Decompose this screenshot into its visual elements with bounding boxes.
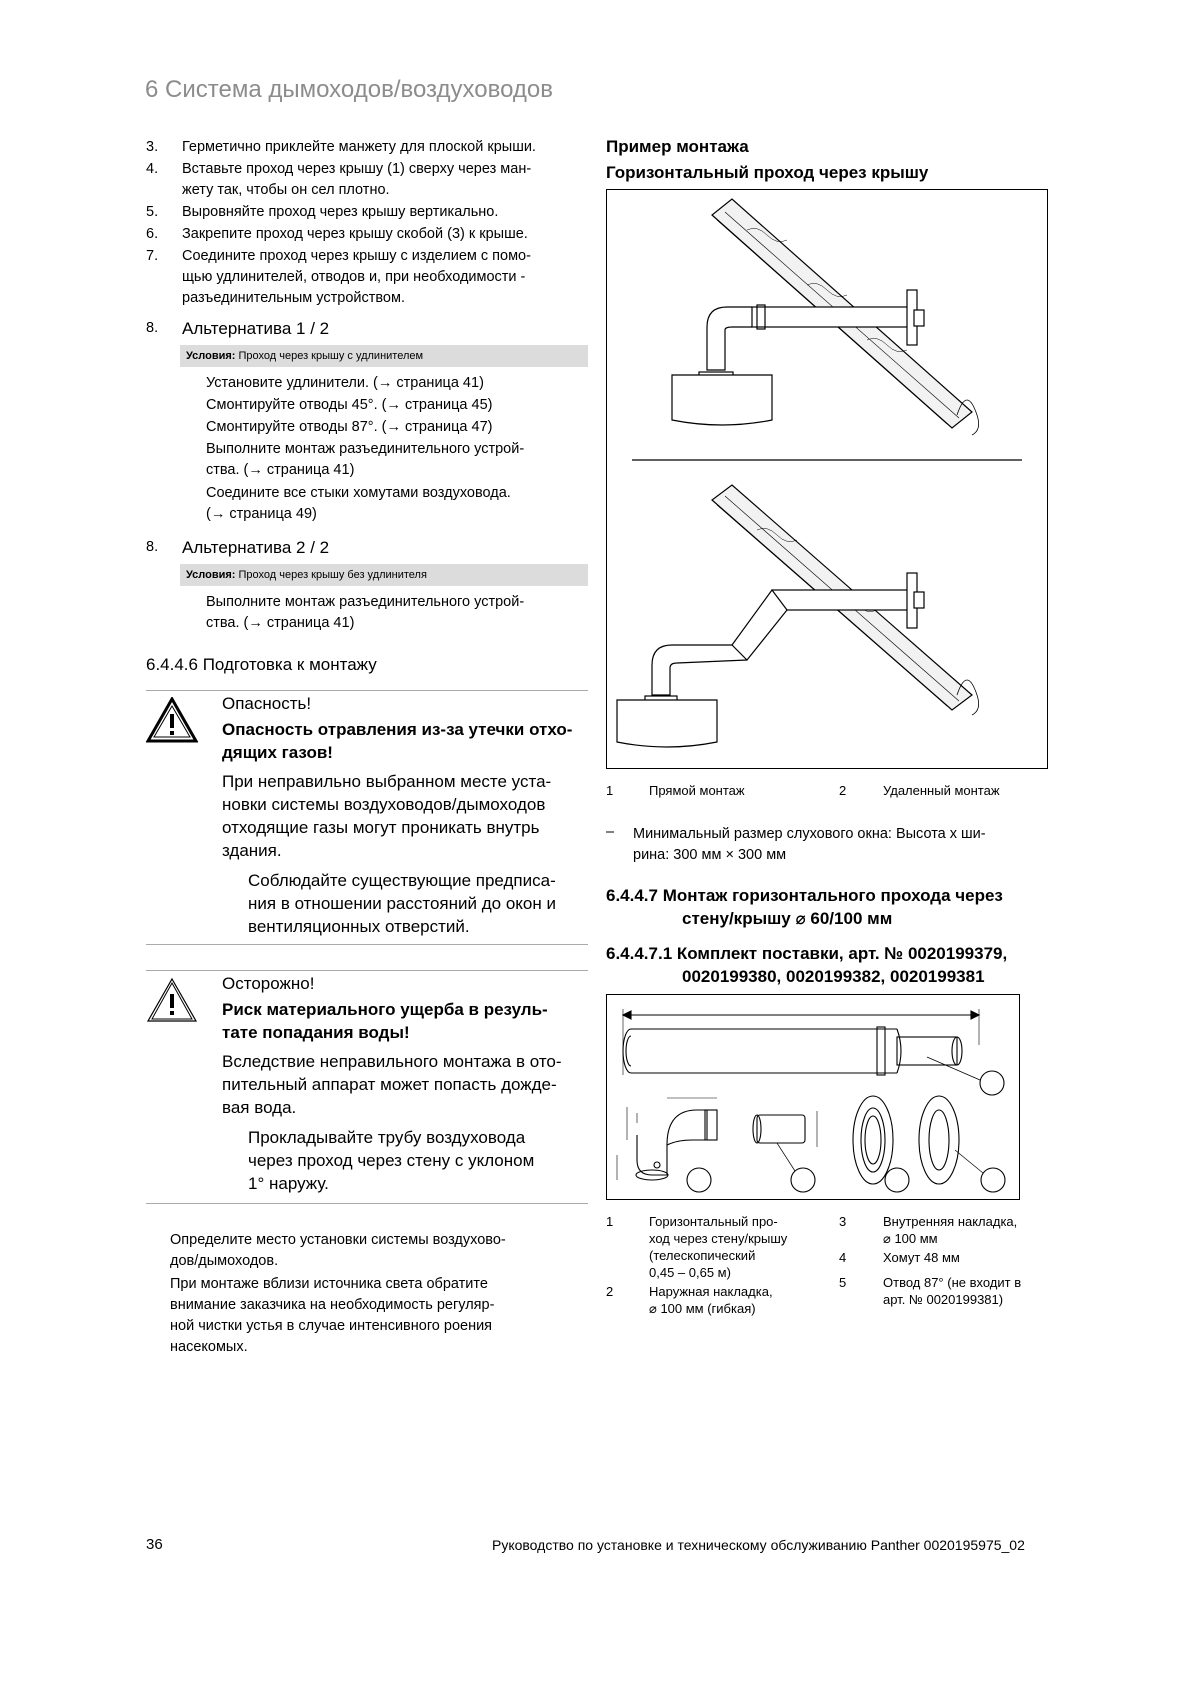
alt1-action-5: Соедините все стыки хомутами воздуховода. xyxy=(206,485,511,501)
fig2-legend-text: ⌀ 100 мм (гибкая) xyxy=(649,1301,756,1316)
paragraph-line: При монтаже вблизи источника света обратите xyxy=(170,1276,488,1292)
caution-heading-2: тате попадания воды! xyxy=(222,1023,410,1042)
section-6-4-4-7-1-title-2: 0020199380, 0020199382, 0020199381 xyxy=(682,967,985,986)
danger-action-1: Соблюдайте существующие предписа- xyxy=(248,871,556,890)
danger-title: Опасность! xyxy=(222,694,312,713)
fig2-legend-text: 0,45 – 0,65 м) xyxy=(649,1265,731,1280)
fig2-legend-text: Хомут 48 мм xyxy=(883,1250,960,1265)
fig1-legend-label-2: Удаленный монтаж xyxy=(883,783,1000,798)
alt1-action-3: Смонтируйте отводы 87°. (→ страница 47) xyxy=(206,419,493,435)
alt1-action-2: Смонтируйте отводы 45°. (→ страница 45) xyxy=(206,397,493,413)
danger-action-3: вентиляционных отверстий. xyxy=(248,917,470,936)
example-subtitle: Горизонтальный проход через крышу xyxy=(606,163,929,182)
fig2-legend-num-1: 1 xyxy=(606,1214,614,1229)
document-reference: Руководство по установке и техническому обслуживанию Panther 0020195975_02 xyxy=(492,1537,1025,1553)
fig2-legend-text: Отвод 87° (не входит в xyxy=(883,1275,1022,1290)
fig2-legend-text: Наружная накладка, xyxy=(649,1284,773,1299)
delivery-set-figure xyxy=(606,994,1020,1200)
paragraph-line: насекомых. xyxy=(170,1339,248,1355)
fig2-legend-text: ход через стену/крышу xyxy=(649,1231,788,1246)
fig2-legend-num-5: 5 xyxy=(839,1275,847,1290)
fig1-legend-num-1: 1 xyxy=(606,783,614,798)
danger-text-1: При неправильно выбранном месте уста- xyxy=(222,772,552,791)
fig1-legend-label-1: Прямой монтаж xyxy=(649,783,745,798)
fig2-legend-num-4: 4 xyxy=(839,1250,847,1265)
caution-action-3: 1° наружу. xyxy=(248,1174,329,1193)
section-6-4-4-7-1-title-1: 6.4.4.7.1 Комплект поставки, арт. № 0020199379, xyxy=(606,944,1008,963)
alt1-action-4: Выполните монтаж разъединительного устрой- xyxy=(206,441,525,457)
divider xyxy=(146,1203,588,1204)
alt2-action-1: Выполните монтаж разъединительного устрой- xyxy=(206,594,525,610)
chapter-title: 6 Система дымоходов/воздуховодов xyxy=(145,76,554,103)
fig2-legend-text: Внутренняя накладка, xyxy=(883,1214,1018,1229)
danger-text-3: отходящие газы могут проникать внутрь xyxy=(222,818,540,837)
paragraph-line: внимание заказчика на необходимость регуляр- xyxy=(170,1297,495,1313)
callout-5 xyxy=(687,1168,711,1192)
alt1-action-4b: ства. (→ страница 41) xyxy=(206,462,355,478)
caution-text-3: вая вода. xyxy=(222,1098,297,1117)
callout-3 xyxy=(885,1168,909,1192)
danger-text-2: новки системы воздуховодов/дымоходов xyxy=(222,795,546,814)
danger-heading-2: дящих газов! xyxy=(222,743,333,762)
example-title: Пример монтажа xyxy=(606,137,749,156)
section-6-4-4-6-title: 6.4.4.6 Подготовка к монтажу xyxy=(146,655,377,674)
divider xyxy=(146,970,588,971)
section-6-4-4-7-title-1: 6.4.4.7 Монтаж горизонтального прохода через xyxy=(606,886,1003,905)
min-size-line-2: рина: 300 мм × 300 мм xyxy=(633,847,787,863)
paragraph-line: дов/дымоходов. xyxy=(170,1253,279,1269)
roof-installation-figure xyxy=(606,189,1048,769)
danger-text-4: здания. xyxy=(222,841,282,860)
caution-action-1: Прокладывайте трубу воздуховода xyxy=(248,1128,526,1147)
caution-text-2: пительный аппарат может попасть дожде- xyxy=(222,1075,557,1094)
alt1-conditions: Условия: Проход через крышу с удлинителем xyxy=(180,345,588,367)
delivery-set-diagram xyxy=(607,995,1019,1199)
page-number: 36 xyxy=(146,1536,163,1553)
dash-bullet: – xyxy=(606,824,615,840)
callout-4 xyxy=(791,1168,815,1192)
danger-action-2: ния в отношении расстояний до окон и xyxy=(248,894,556,913)
callout-2 xyxy=(981,1168,1005,1192)
fig2-legend-num-2: 2 xyxy=(606,1284,614,1299)
callout-1 xyxy=(980,1071,1004,1095)
divider xyxy=(146,944,588,945)
alt1-action-5b: (→ страница 49) xyxy=(206,506,317,522)
roof-installation-diagram xyxy=(607,190,1047,768)
caution-action-2: через проход через стену с уклоном xyxy=(248,1151,535,1170)
caution-title: Осторожно! xyxy=(222,974,315,993)
fig2-legend-num-3: 3 xyxy=(839,1214,847,1229)
divider xyxy=(146,690,588,691)
alt1-action-1: Установите удлинители. (→ страница 41) xyxy=(206,375,484,391)
fig2-legend-text: арт. № 0020199381) xyxy=(883,1292,1004,1307)
paragraph-line: ной чистки устья в случае интенсивного роения xyxy=(170,1318,493,1334)
section-6-4-4-7-title-2: стену/крышу ⌀ 60/100 мм xyxy=(682,909,893,928)
fig2-legend-text: ⌀ 100 мм xyxy=(883,1231,938,1246)
caution-heading-1: Риск материального ущерба в резуль- xyxy=(222,1000,548,1019)
paragraph-line: Определите место установки системы воздухово- xyxy=(170,1232,506,1248)
alt2-conditions: Условия: Проход через крышу без удлинителя xyxy=(180,564,588,586)
caution-text-1: Вследствие неправильного монтажа в ото- xyxy=(222,1052,562,1071)
fig2-legend-text: (телескопический xyxy=(649,1248,756,1263)
caution-triangle-icon xyxy=(146,977,198,1023)
min-size-line-1: Минимальный размер слухового окна: Высота х ши- xyxy=(633,826,986,842)
warning-triangle-icon xyxy=(146,697,198,743)
fig1-legend-num-2: 2 xyxy=(839,783,847,798)
fig2-legend-text: Горизонтальный про- xyxy=(649,1214,778,1229)
alt2-action-1b: ства. (→ страница 41) xyxy=(206,615,355,631)
danger-heading-1: Опасность отравления из-за утечки отхо- xyxy=(222,720,573,739)
